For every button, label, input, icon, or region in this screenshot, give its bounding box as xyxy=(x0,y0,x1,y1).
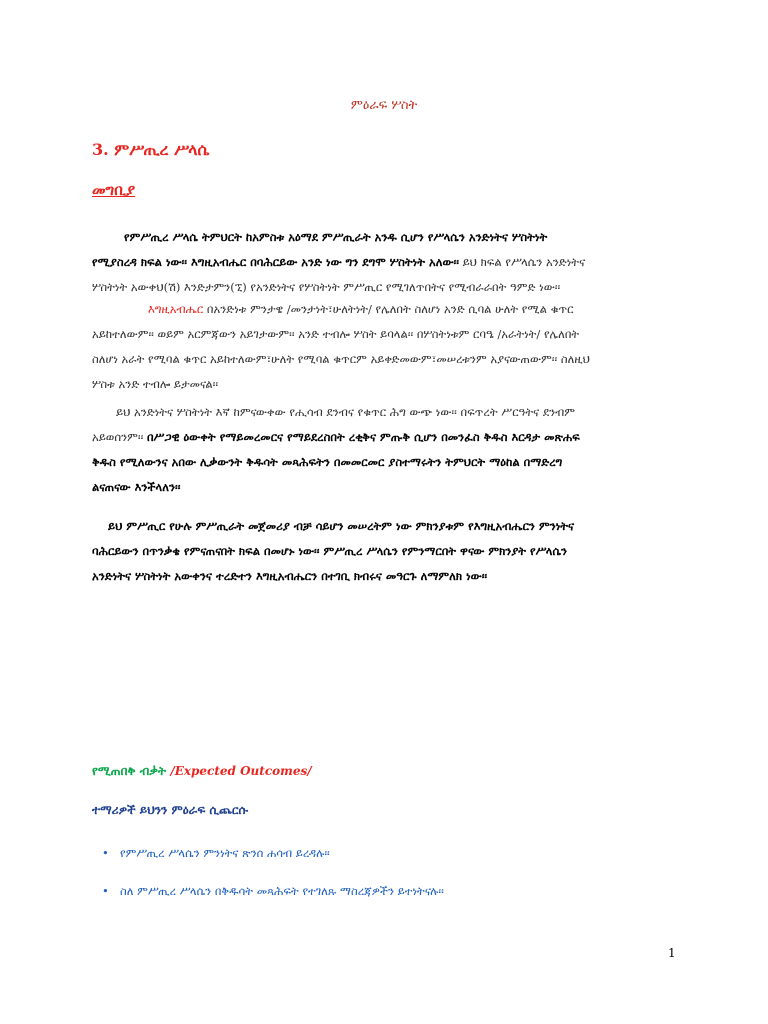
paragraph-3-line-2-b: በሥጋዊ ዕውቀት የማይመረመርና የማይደረስበት ረቂቅና ምጡቅ ሲሆን በመንፈስ ቅዱስ እርዳታ መጽሐፍ xyxy=(146,430,580,444)
list-item-text: የምሥጢረ ሥላሴን ምንነትና ጽንሰ ሐሳብ ይረዳሉ፡፡ xyxy=(120,846,330,860)
paragraph-1-line-2-cont: ይህ ክፍል የሥላሴን አንድነትና xyxy=(458,255,586,269)
expected-outcomes-amharic: የሚጠበቅ ብቃት xyxy=(92,764,171,778)
list-item-text: ስለ ምሥጢረ ሥላሴን በቅዱሳት መጻሕፍት የተገለጹ ማስረጃዎችን ይተነትናሉ፡፡ xyxy=(120,884,444,898)
list-item xyxy=(102,843,444,881)
paragraph-4-line-3: አንድነትና ሦስትነት አውቀንና ተረድተን እግዚአብሔርን በተገቢ ክብሩና መዓርጉ ለማምለክ ነው፡፡ xyxy=(92,569,488,583)
paragraph-3-line-4: ልናጠናው እንችላለን፡፡ xyxy=(92,480,181,494)
paragraph-2-line-3: ስለሆነ አራት የሚባል ቁጥር አይከተለውም፣ሁለት የሚባል ቁጥርም አይቀድመውም፣መሠረቱንም አያናውጠውም፡፡ ስለዚህ xyxy=(92,352,590,366)
paragraph-1-line-3: ሦስትነት አውቀህ(ሽ) እንድታምን(ኚ) የአንድነትና የሦስትነት ምሥጢር የሚገለጥበትና የሚብራራበት ዓምድ ነው፡፡ xyxy=(92,280,561,294)
bullet-icon: • xyxy=(102,884,109,898)
paragraph-2-line-1-rest: በአንድነቱ ምንታዌ /መንታነት፣ሁለትነት/ የሌለበት ስለሆነ አንድ ሲባል ሁለት የሚል ቁጥር xyxy=(203,302,574,316)
paragraph-3-line-2-a: አይወሰንም፡፡ xyxy=(92,430,147,444)
paragraph-3-line-3: ቅዱስ የሚለውንና አበው ሊቃውንት ቅዱሳት መጻሕፍትን በመመርመር ያስተማሩትን ትምህርት ማዕከል በማድረግ xyxy=(92,455,563,469)
page-number: 1 xyxy=(668,946,676,960)
outcomes-list xyxy=(102,843,444,919)
paragraph-4-line-1: ይህ ምሥጢር የሁሉ ምሥጢራት መጀመሪያ ብቻ ሳይሆን መሠረትም ነው ምክንያቱም የእግዚአብሔርን ምንነትና xyxy=(108,519,575,533)
paragraph-4-line-2: ባሕርይውን በጥንቃቄ የምናጠናበት ክፍል በመሆኑ ነው፡፡ ምሥጢረ ሥላሴን የምንማርበት ዋናው ምክንያት የሥላሴን xyxy=(92,544,568,558)
paragraph-1-line-2-bold: የሚያስረዳ ክፍል ነው፡፡ እግዚአብሔር በባሕርይው አንድ ነው ግን ደግሞ ሦስትነት አለው፡፡ xyxy=(92,255,459,269)
expected-outcomes-english: /Expected Outcomes/ xyxy=(170,764,312,778)
paragraph-3-line-2 xyxy=(92,425,678,450)
paragraph-4 xyxy=(92,514,678,589)
paragraph-1-line-1: የምሥጢረ ሥላሴ ትምህርት ከአምስቱ አዕማደ ምሥጢራት አንዱ ሲሆን የሥላሴን አንድነትና ሦስትነት xyxy=(124,230,548,244)
intro-heading: መግቢያ xyxy=(92,181,136,199)
paragraph-2-red-word: እግዚአብሔር xyxy=(148,302,204,316)
paragraph-3-line-1: ይህ አንድነትና ሦስትነት እኛ ከምናውቀው የሒሳብ ደንብና የቁጥር ሕግ ውጭ ነው፡፡ በፍጥረት ሥርዓትና ደንብም xyxy=(116,405,576,419)
paragraph-2 xyxy=(92,297,678,397)
bullet-icon: • xyxy=(102,846,109,860)
expected-outcomes-heading xyxy=(92,764,312,779)
section-heading: 3. ምሥጢረ ሥላሴ xyxy=(92,140,210,159)
paragraph-2-line-4: ሦስቱ አንድ ተብሎ ይታመናል፡፡ xyxy=(92,377,219,391)
paragraph-2-line-1 xyxy=(92,297,678,322)
chapter-title: ምዕራፍ ሦስት xyxy=(350,98,418,113)
list-item xyxy=(102,881,444,919)
paragraph-2-line-2: አይከተለውም፡፡ ወይም አርምጃውን አይገታውም፡፡ አንድ ተብሎ ሦስት ይባላል፡፡ በሦስትነቱም ርባዔ /አራትነት/ የሌለበት xyxy=(92,327,580,341)
paragraph-1-line-2 xyxy=(92,250,678,275)
paragraph-3 xyxy=(92,400,678,500)
students-heading: ተማሪዎች ይህንን ምዕራፍ ሲጨርሱ xyxy=(92,803,249,817)
paragraph-1 xyxy=(92,225,678,300)
